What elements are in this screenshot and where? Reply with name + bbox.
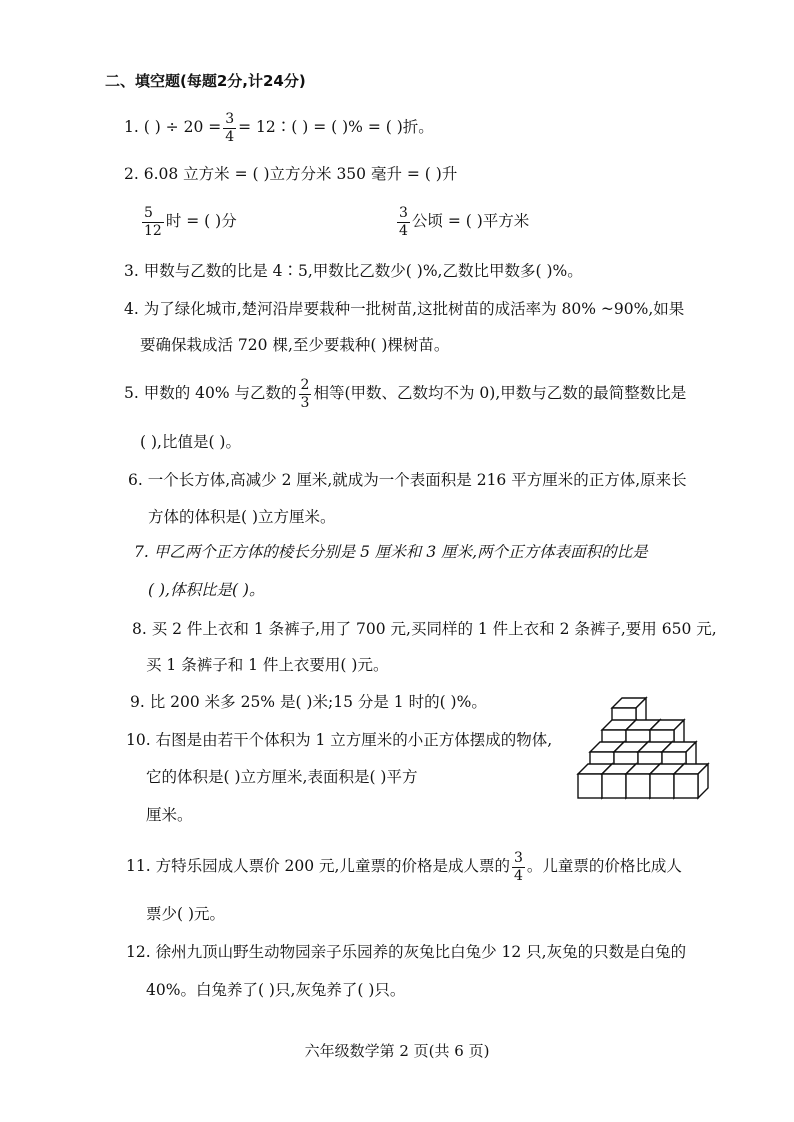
question-10-line-3: 厘米。 [146, 806, 193, 824]
question-7-line-2: ( ),体积比是( )。 [148, 581, 265, 599]
section-title: 二、填空题(每题2分,计24分) [105, 72, 306, 90]
fraction: $\frac{3}{4}$ [225, 111, 235, 145]
fraction: $\frac{3}{4}$ [399, 205, 408, 239]
question-1: 1. ( ) ÷ 20 = $\frac{3}{4}$ = 12∶( ) = ( )% = ( )折。 [124, 111, 434, 145]
question-4-line-1: 4. 为了绿化城市,楚河沿岸要栽种一批树苗,这批树苗的成活率为 80% ~90%,如果 [124, 300, 685, 318]
question-6-line-1: 6. 一个长方体,高减少 2 厘米,就成为一个表面积是 216 平方厘米的正方体,原来长 [128, 471, 687, 489]
question-2-line-2: $\frac{5}{12}$ 时 = ( )分 [144, 205, 237, 239]
question-12-line-2: 40%。白兔养了( )只,灰兔养了( )只。 [146, 981, 406, 999]
fraction: $\frac{5}{12}$ [144, 205, 162, 239]
question-5-line-1: 5. 甲数的 40% 与乙数的 $\frac{2}{3}$ 相等(甲数、乙数均不为 0),甲数与乙数的最简整数比是 [124, 377, 687, 411]
question-11-line-2: 票少( )元。 [146, 905, 226, 923]
question-10-line-2: 它的体积是( )立方厘米,表面积是( )平方 [146, 768, 418, 786]
fraction: $\frac{3}{4}$ [513, 850, 523, 884]
question-7-line-1: 7. 甲乙两个正方体的棱长分别是 5 厘米和 3 厘米,两个正方体表面积的比是 [134, 543, 648, 561]
cube [674, 764, 708, 798]
question-11-line-1: 11. 方特乐园成人票价 200 元,儿童票的价格是成人票的 $\frac{3}{4}$ 。儿童票的价格比成人 [126, 850, 682, 884]
fraction: $\frac{2}{3}$ [300, 377, 310, 411]
question-8-line-2: 买 1 条裤子和 1 件上衣要用( )元。 [146, 656, 389, 674]
question-2-line-1: 2. 6.08 立方米 = ( )立方分米 350 毫升 = ( )升 [124, 165, 458, 183]
question-8-line-1: 8. 买 2 件上衣和 1 条裤子,用了 700 元,买同样的 1 件上衣和 2 条裤子,要用 650 元, [132, 620, 717, 638]
question-2-line-2b: $\frac{3}{4}$ 公顷 = ( )平方米 [399, 205, 530, 239]
cube-stack-figure [570, 690, 760, 810]
question-5-line-2: ( ),比值是( )。 [140, 433, 241, 451]
question-3: 3. 甲数与乙数的比是 4∶5,甲数比乙数少( )%,乙数比甲数多( )%。 [124, 262, 583, 280]
page-footer: 六年级数学第 2 页(共 6 页) [304, 1042, 490, 1060]
question-4-line-2: 要确保栽成活 720 棵,至少要栽种( )棵树苗。 [140, 336, 450, 354]
question-12-line-1: 12. 徐州九顶山野生动物园亲子乐园养的灰兔比白兔少 12 只,灰兔的只数是白兔的 [126, 943, 687, 961]
question-9: 9. 比 200 米多 25% 是( )米;15 分是 1 时的( )%。 [130, 693, 487, 711]
question-6-line-2: 方体的体积是( )立方厘米。 [148, 508, 336, 526]
question-10-line-1: 10. 右图是由若干个体积为 1 立方厘米的小正方体摆成的物体, [126, 731, 553, 749]
